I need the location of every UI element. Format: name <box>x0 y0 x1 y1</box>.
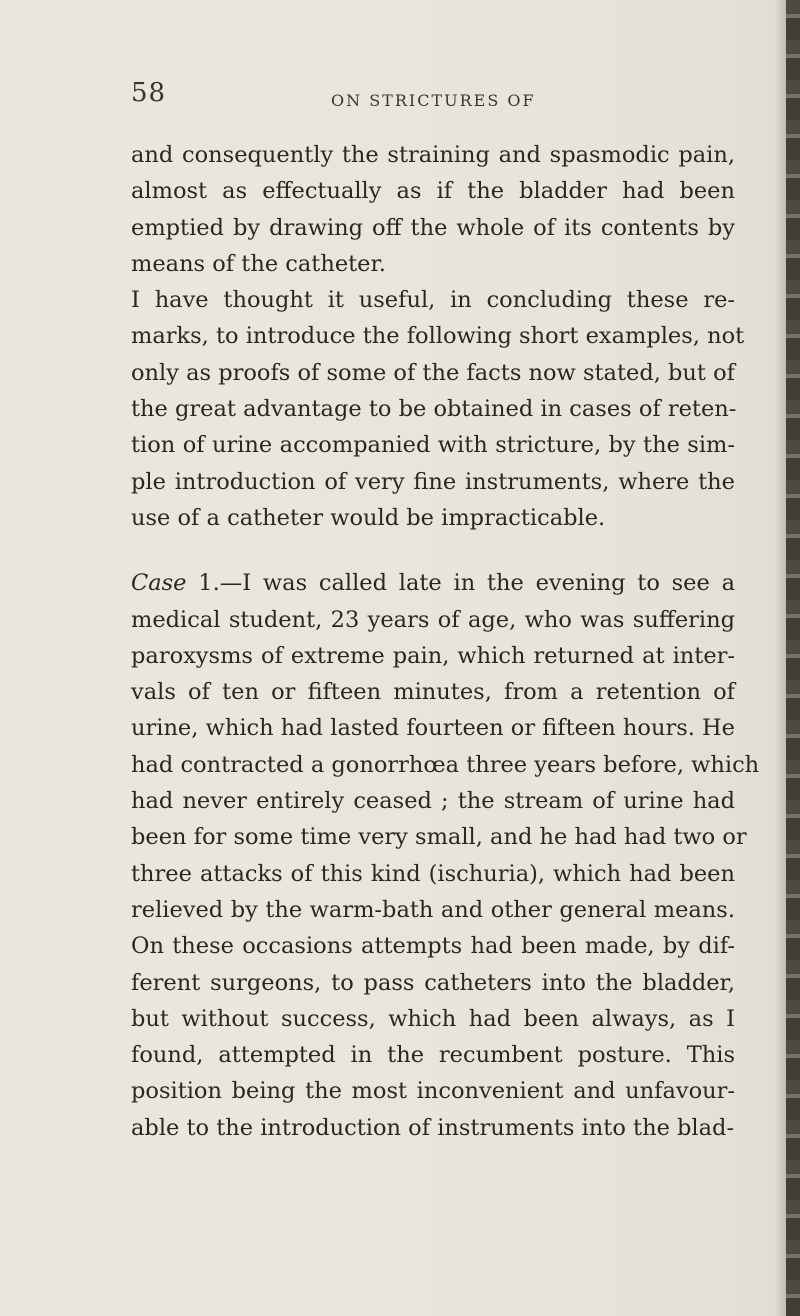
paragraph-gap <box>131 536 735 565</box>
text-line: use of a catheter would be impracticable. <box>131 504 606 531</box>
paragraph-2 <box>131 282 745 536</box>
text-line: medical student, 23 years of age, who was suffering <box>131 606 735 633</box>
text-line: almost as effectually as if the bladder had been <box>131 178 735 205</box>
text-line: vals of ten or fifteen minutes, from a retention of <box>131 679 735 706</box>
text-line: able to the introduction of instruments into the blad- <box>131 1114 735 1141</box>
text-line: had never entirely ceased ; the stream of urine had <box>131 788 735 815</box>
text-line: and consequently the straining and spasmodic pain, <box>131 142 735 168</box>
text-line: only as proofs of some of the facts now stated, but of <box>131 359 735 386</box>
text-line: but without success, which had been always, as I <box>131 1005 735 1032</box>
running-head: ON STRICTURES OF <box>331 91 536 110</box>
text-line: emptied by drawing off the whole of its contents by <box>131 214 735 241</box>
text-line: the great advantage to be obtained in cases of reten- <box>131 396 737 423</box>
text-line <box>131 565 735 601</box>
paragraph-case-1 <box>131 565 760 1146</box>
book-fore-edge <box>786 0 800 1316</box>
text-line: position being the most inconvenient and unfavour- <box>131 1078 735 1105</box>
paragraph-1 <box>131 137 735 282</box>
text-line: had contracted a gonorrhœa three years before, which <box>131 751 760 778</box>
text-line: means of the catheter. <box>131 250 386 277</box>
text-line: been for some time very small, and he had had two or <box>131 824 747 851</box>
text-line: paroxysms of extreme pain, which returned at inter- <box>131 642 735 669</box>
text-line: I have thought it useful, in concluding these re- <box>131 287 735 314</box>
text-line: tion of urine accompanied with stricture, by the sim- <box>131 432 735 459</box>
text-line: found, attempted in the recumbent posture. This <box>131 1042 735 1069</box>
case-first-line: 1.—I was called late in the evening to see a <box>186 570 735 597</box>
page-number: 58 <box>131 78 167 108</box>
text-line: urine, which had lasted fourteen or fifteen hours. He <box>131 715 735 742</box>
text-line: ple introduction of very fine instruments, where the <box>131 468 735 495</box>
body-text <box>131 137 760 1146</box>
text-line: On these occasions attempts had been made, by dif- <box>131 933 735 960</box>
page-header <box>131 78 731 118</box>
text-line: relieved by the warm-bath and other general means. <box>131 896 735 923</box>
case-label: Case <box>131 570 187 597</box>
text-line: marks, to introduce the following short examples, not <box>131 323 745 350</box>
text-line: ferent surgeons, to pass catheters into the bladder, <box>131 969 735 996</box>
text-line: three attacks of this kind (ischuria), which had been <box>131 860 735 887</box>
page-edge-shadow <box>776 0 786 1316</box>
